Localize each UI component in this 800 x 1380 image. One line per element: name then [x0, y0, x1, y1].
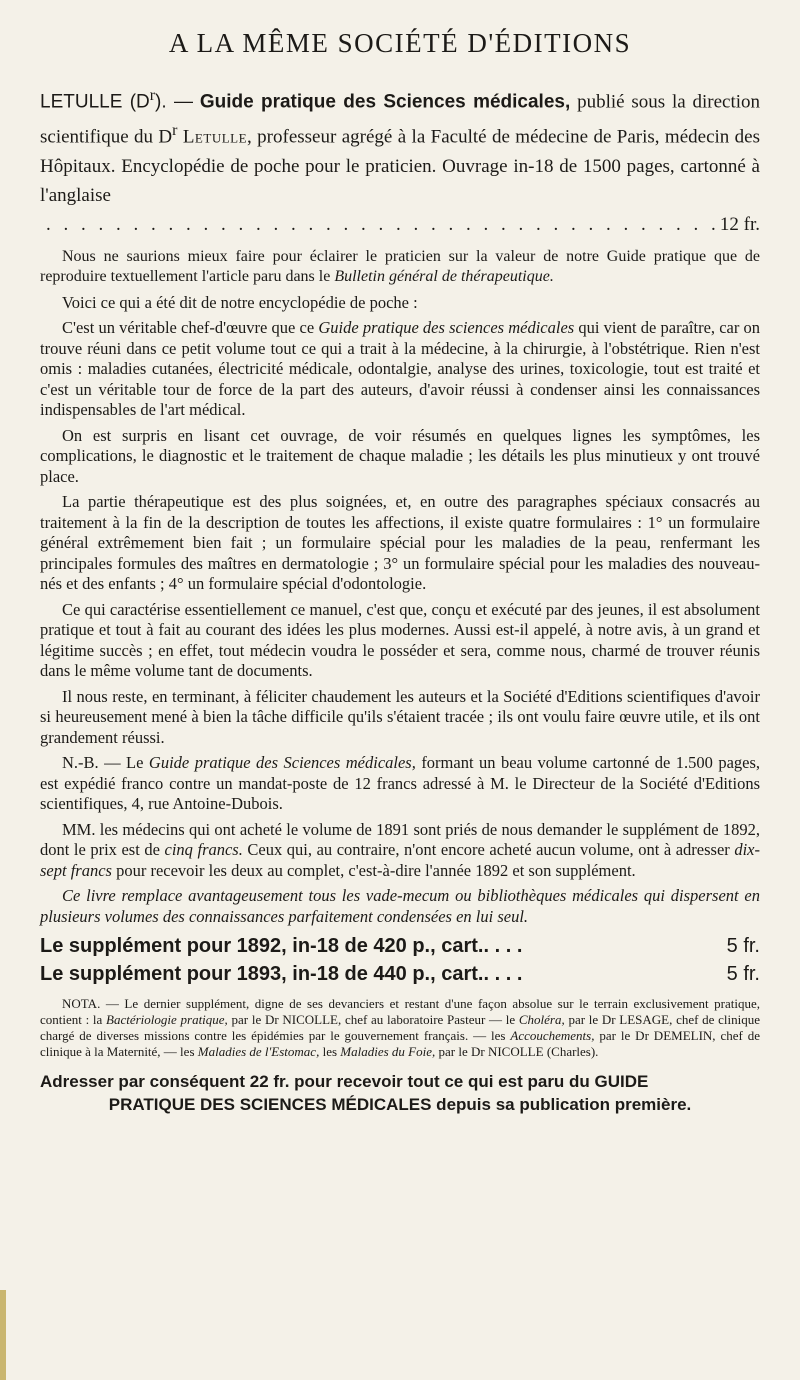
note-it1: Bactériologie pratique, [106, 1012, 228, 1028]
ad-intro [40, 81, 760, 210]
page-heading: A LA MÊME SOCIÉTÉ D'ÉDITIONS [168, 28, 632, 58]
ad-desc-2: , professeur agrégé à la Faculté de médecine de Paris, médecin des Hôpitaux. Encyclopédie de poche pour le praticien. Ouvrage in-18 de 1500 pages, cartonné à l'anglaise [40, 126, 761, 206]
closing-paragraph: Ce livre remplace avantageusement tous les vade-mecum ou bibliothèques médicales qui dispersent en plusieurs volumes des connaissances parfaitement condensées en lui seul. [40, 886, 760, 926]
note-a: NOTA. — Le dernier supplément, digne de ses devanciers et restant d'une façon absolue sur le terrain exclusivement pratique, contient : la [40, 996, 760, 1028]
review-p6: Il nous reste, en terminant, à féliciter chaudement les auteurs et la Société d'Editions scientifiques d'avoir si heureusement mené à bien la tâche difficile qu'ils s'étaient tracée ; ils ont voulu faire œuvre utile, et ils ont grandement réussi. [40, 686, 760, 747]
review-p2-title: Guide pratique des sciences médicales [318, 318, 575, 338]
note-e: les [322, 1044, 338, 1060]
nb-title: Guide pratique des Sciences médicales, [148, 753, 416, 773]
final-call [40, 1070, 760, 1116]
ad-author-tail: ). — [155, 91, 193, 113]
mm-b: Ceux qui, au contraire, n'ont encore acheté aucun volume, ont à adresser [247, 840, 730, 860]
ad-author-sup: r [149, 87, 156, 104]
supplement-label: Le supplément pour 1892, in-18 de 420 p., cart.. . . . [40, 935, 523, 958]
ad-title: Guide pratique des Sciences médicales, [199, 91, 571, 113]
leader-dots [40, 210, 720, 239]
review-body [40, 293, 760, 928]
nb-paragraph [40, 753, 760, 815]
ad-price-line [40, 210, 760, 239]
review-p1: Voici ce qui a été dit de notre encyclopédie de poche : [62, 292, 418, 312]
review-p2-a: C'est un véritable chef-d'œuvre que ce [62, 318, 315, 338]
nb-a: N.-B. — Le [62, 753, 144, 773]
nota-paragraph [40, 996, 760, 1060]
ad-desc-sup: r [172, 122, 178, 140]
nb-b: formant un beau volume cartonné de 1.500 pages, est expédié franco contre un mandat-poste de 12 francs adressé à M. le Directeur de la Société d'Editions scientifiques, 4, rue Antoine-Dubois. [40, 753, 761, 814]
review-intro [40, 247, 760, 288]
mm-a: MM. les médecins qui ont acheté le volume de 1891 sont priés de nous demander le supplément de 1892, dont le prix est de [40, 819, 760, 860]
note-d: par le Dr DEMELIN, chef de clinique à la Maternité, — les [40, 1028, 760, 1060]
note-it3: Accouchements, [510, 1028, 595, 1044]
review-p4: La partie thérapeutique est des plus soignées, et, en outre des paragraphes spéciaux consacrés au traitement à la fin de la description de toutes les affections, il existe quatre formulaires : 1° un formulaire général extrêmement bien fait ; un formulaire spécial pour les maladies de la peau, renfermant les principales formules des maîtres en dermatologie ; 3° un formulaire spécial pour les maladies des nouveau-nés et des enfants ; 4° un formulaire spécial d'odontologie. [40, 492, 760, 594]
supplement-1893 [40, 960, 760, 988]
ad-desc-name: Letulle [182, 126, 248, 148]
note-it2: Choléra, [518, 1012, 565, 1028]
supplement-price: 5 fr. [726, 935, 760, 958]
note-it5: Maladies du Foie, [340, 1044, 436, 1060]
supplement-price: 5 fr. [726, 963, 760, 986]
review-p5: Ce qui caractérise essentiellement ce manuel, c'est que, conçu et exécuté par des jeunes, il est absolument pratique et tout à fait au courant des idées les plus modernes. Aussi est-il appelé, à notre avis, à un grand et légitime succès ; en effet, tout médecin voudra le posséder et sera, comme nous, charmé de trouver réunis dans le même volume tant de documents. [40, 599, 760, 681]
page [40, 28, 760, 1116]
note-f: par le Dr NICOLLE (Charles). [438, 1044, 599, 1060]
review-source: Bulletin général de thérapeutique. [334, 268, 554, 286]
binding-edge [0, 1290, 6, 1380]
review-intro-text: Nous ne saurions mieux faire pour éclairer le praticien sur la valeur de notre Guide pratique que de reproduire textuellement l'article paru dans le [40, 247, 760, 286]
ad-desc-1: publié sous la direction scientifique du D [40, 91, 761, 148]
supplement-label: Le supplément pour 1893, in-18 de 440 p., cart.. . . . [40, 963, 523, 986]
mm-it2: dix-sept francs [40, 840, 760, 880]
ad-author: LETULLE (D [40, 91, 150, 113]
ad-price: 12 fr. [719, 213, 760, 235]
final-line-2: PRATIQUE DES SCIENCES MÉDICALES depuis sa publication première. [108, 1095, 692, 1115]
review-p2 [40, 318, 760, 421]
mm-c: pour recevoir les deux au complet, c'est-à-dire l'année 1892 et son supplément. [116, 860, 636, 880]
note-it4: Maladies de l'Estomac, [197, 1044, 320, 1060]
note-c: par le Dr LESAGE, chef de clinique chargé de diverses missions contre les épidémies par le gouvernement français. — les [40, 1012, 761, 1044]
review-p2-b: qui vient de paraître, car on trouve réuni dans ce petit volume tout ce qui a trait à la médecine, à la chirurgie, à l'obstétrique. Rien n'est omis : maladies cutanées, électricité médicale, odontalgie, analyse des urines, toxicologie, tout est traité et c'est un véritable tour de force de la part des auteurs, d'avoir réussi à condenser ainsi les connaissances indispensables de l'art médical. [40, 318, 761, 420]
note-b: par le Dr NICOLLE, chef au laboratoire Pasteur — le [231, 1012, 516, 1028]
review-p3: On est surpris en lisant cet ouvrage, de voir résumés en quelques lignes les symptômes, les complications, le diagnostic et le traitement de chaque maladie ; les détails les plus minutieux y ont trouvé place. [40, 425, 760, 486]
final-line-1: Adresser par conséquent 22 fr. pour recevoir tout ce qui est paru du GUIDE [40, 1072, 649, 1092]
mm-paragraph [40, 820, 760, 882]
mm-it1: cinq francs. [164, 840, 243, 860]
supplement-1892 [40, 932, 760, 960]
